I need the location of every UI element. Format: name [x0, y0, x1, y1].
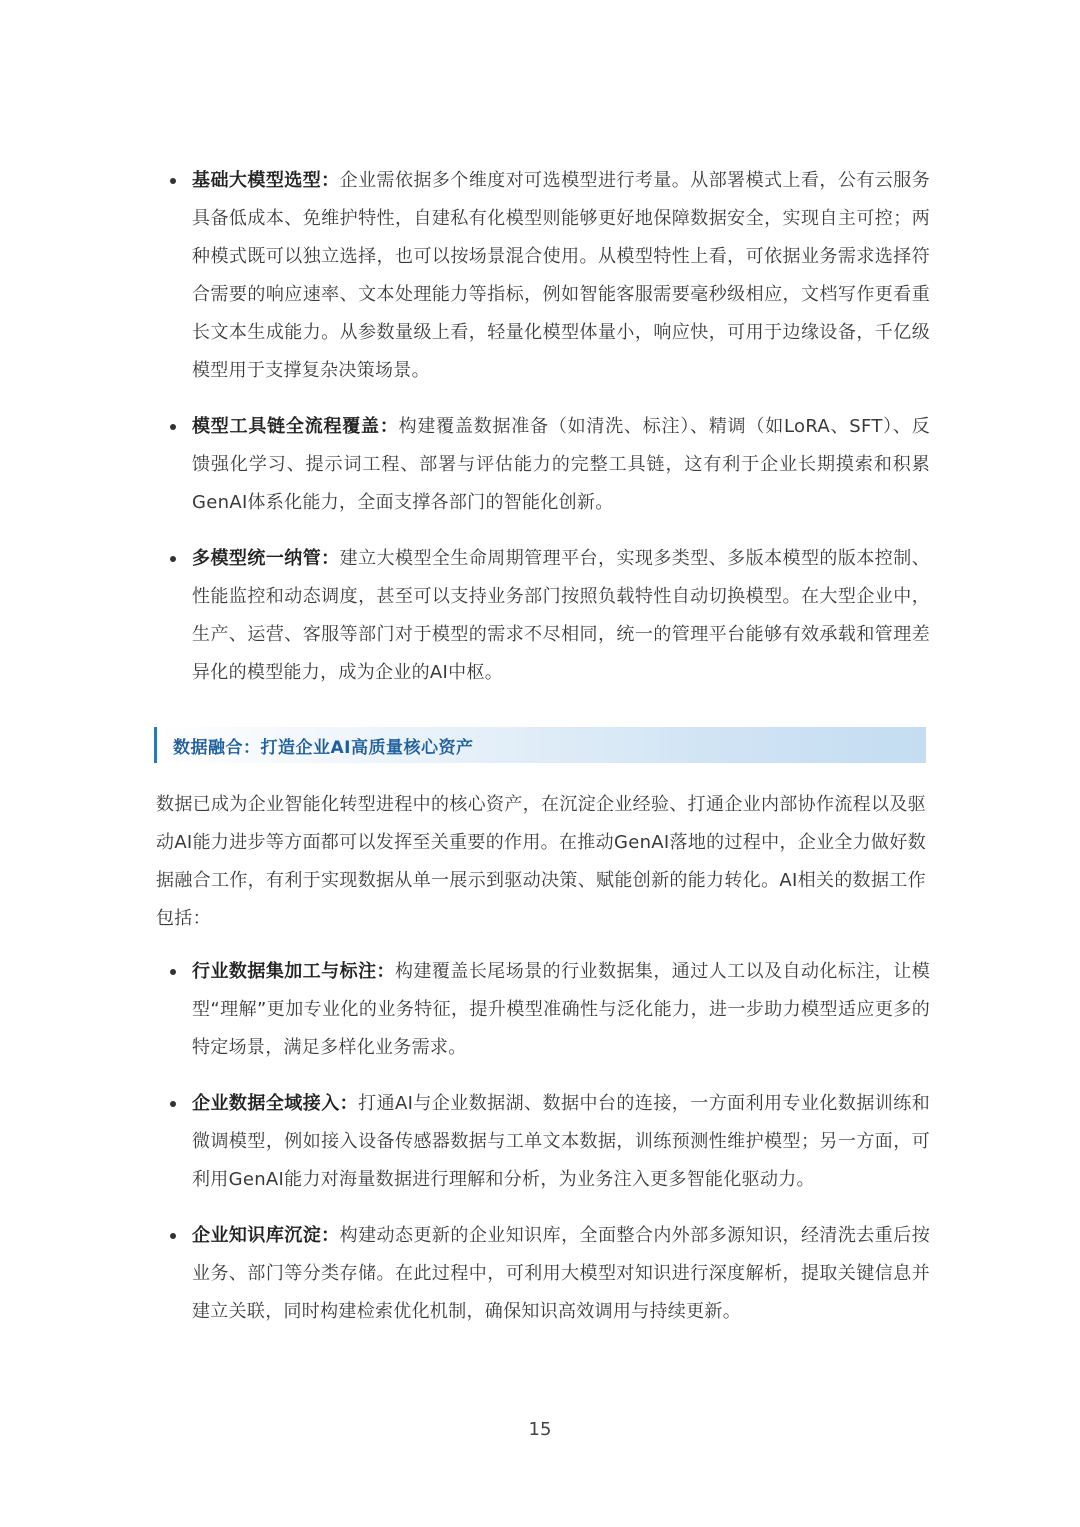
bullet-icon [170, 1101, 176, 1107]
bullet-term: 企业知识库沉淀： [192, 1225, 340, 1246]
list-item [160, 162, 930, 390]
bullet-icon [170, 178, 176, 184]
bullet-term: 多模型统一纳管： [192, 548, 340, 569]
bullet-term: 模型工具链全流程覆盖： [192, 416, 399, 437]
list-item [160, 408, 930, 522]
section-title: 数据融合：打造企业AI高质量核心资产 [173, 738, 474, 758]
list-item [160, 1217, 930, 1331]
bullet-term: 企业数据全域接入： [192, 1093, 359, 1114]
bullet-text: 构建覆盖数据准备（如清洗、标注）、精调（如LoRA、SFT）、反馈强化学习、提示词工程、部署与评估能力的完整工具链，这有利于企业长期摸索和积累GenAI体系化能力，全面支撑各部门的智能化创新。 [192, 416, 930, 513]
bullet-icon [170, 556, 176, 562]
bullet-term: 行业数据集加工与标注： [192, 961, 395, 982]
bullet-term: 基础大模型选型： [192, 170, 340, 191]
data-bullet-list [160, 953, 930, 1331]
list-item [160, 1085, 930, 1199]
bullet-icon [170, 969, 176, 975]
section-header [154, 727, 926, 763]
bullet-text: 构建覆盖长尾场景的行业数据集，通过人工以及自动化标注，让模型“理解”更加专业化的业务特征，提升模型准确性与泛化能力，进一步助力模型适应更多的特定场景，满足多样化业务需求。 [192, 961, 930, 1058]
bullet-text: 构建动态更新的企业知识库，全面整合内外部多源知识，经清洗去重后按业务、部门等分类存储。在此过程中，可利用大模型对知识进行深度解析，提取关键信息并建立关联，同时构建检索优化机制，确保知识高效调用与持续更新。 [192, 1225, 930, 1322]
bullet-icon [170, 1233, 176, 1239]
model-bullet-list [160, 162, 930, 692]
bullet-text: 建立大模型全生命周期管理平台，实现多类型、多版本模型的版本控制、性能监控和动态调度，甚至可以支持业务部门按照负载特性自动切换模型。在大型企业中，生产、运营、客服等部门对于模型的需求不尽相同，统一的管理平台能够有效承载和管理差异化的模型能力，成为企业的AI中枢。 [192, 548, 930, 683]
list-item [160, 540, 930, 692]
page-number: 15 [528, 1419, 552, 1440]
bullet-text: 打通AI与企业数据湖、数据中台的连接，一方面利用专业化数据训练和微调模型，例如接入设备传感器数据与工单文本数据，训练预测性维护模型；另一方面，可利用GenAI能力对海量数据进行理解和分析，为业务注入更多智能化驱动力。 [192, 1093, 931, 1190]
intro-paragraph: 数据已成为企业智能化转型进程中的核心资产，在沉淀企业经验、打通企业内部协作流程以及驱动AI能力进步等方面都可以发挥至关重要的作用。在推动GenAI落地的过程中，企业全力做好数据融合工作，有利于实现数据从单一展示到驱动决策、赋能创新的能力转化。AI相关的数据工作包括： [156, 794, 926, 929]
bullet-text: 企业需依据多个维度对可选模型进行考量。从部署模式上看，公有云服务具备低成本、免维护特性，自建私有化模型则能够更好地保障数据安全，实现自主可控；两种模式既可以独立选择，也可以按场景混合使用。从模型特性上看，可依据业务需求选择符合需要的响应速率、文本处理能力等指标，例如智能客服需要毫秒级相应，文档写作更看重长文本生成能力。从参数量级上看，轻量化模型体量小，响应快，可用于边缘设备，千亿级模型用于支撑复杂决策场景。 [192, 170, 930, 381]
bullet-icon [170, 424, 176, 430]
list-item [160, 953, 930, 1067]
